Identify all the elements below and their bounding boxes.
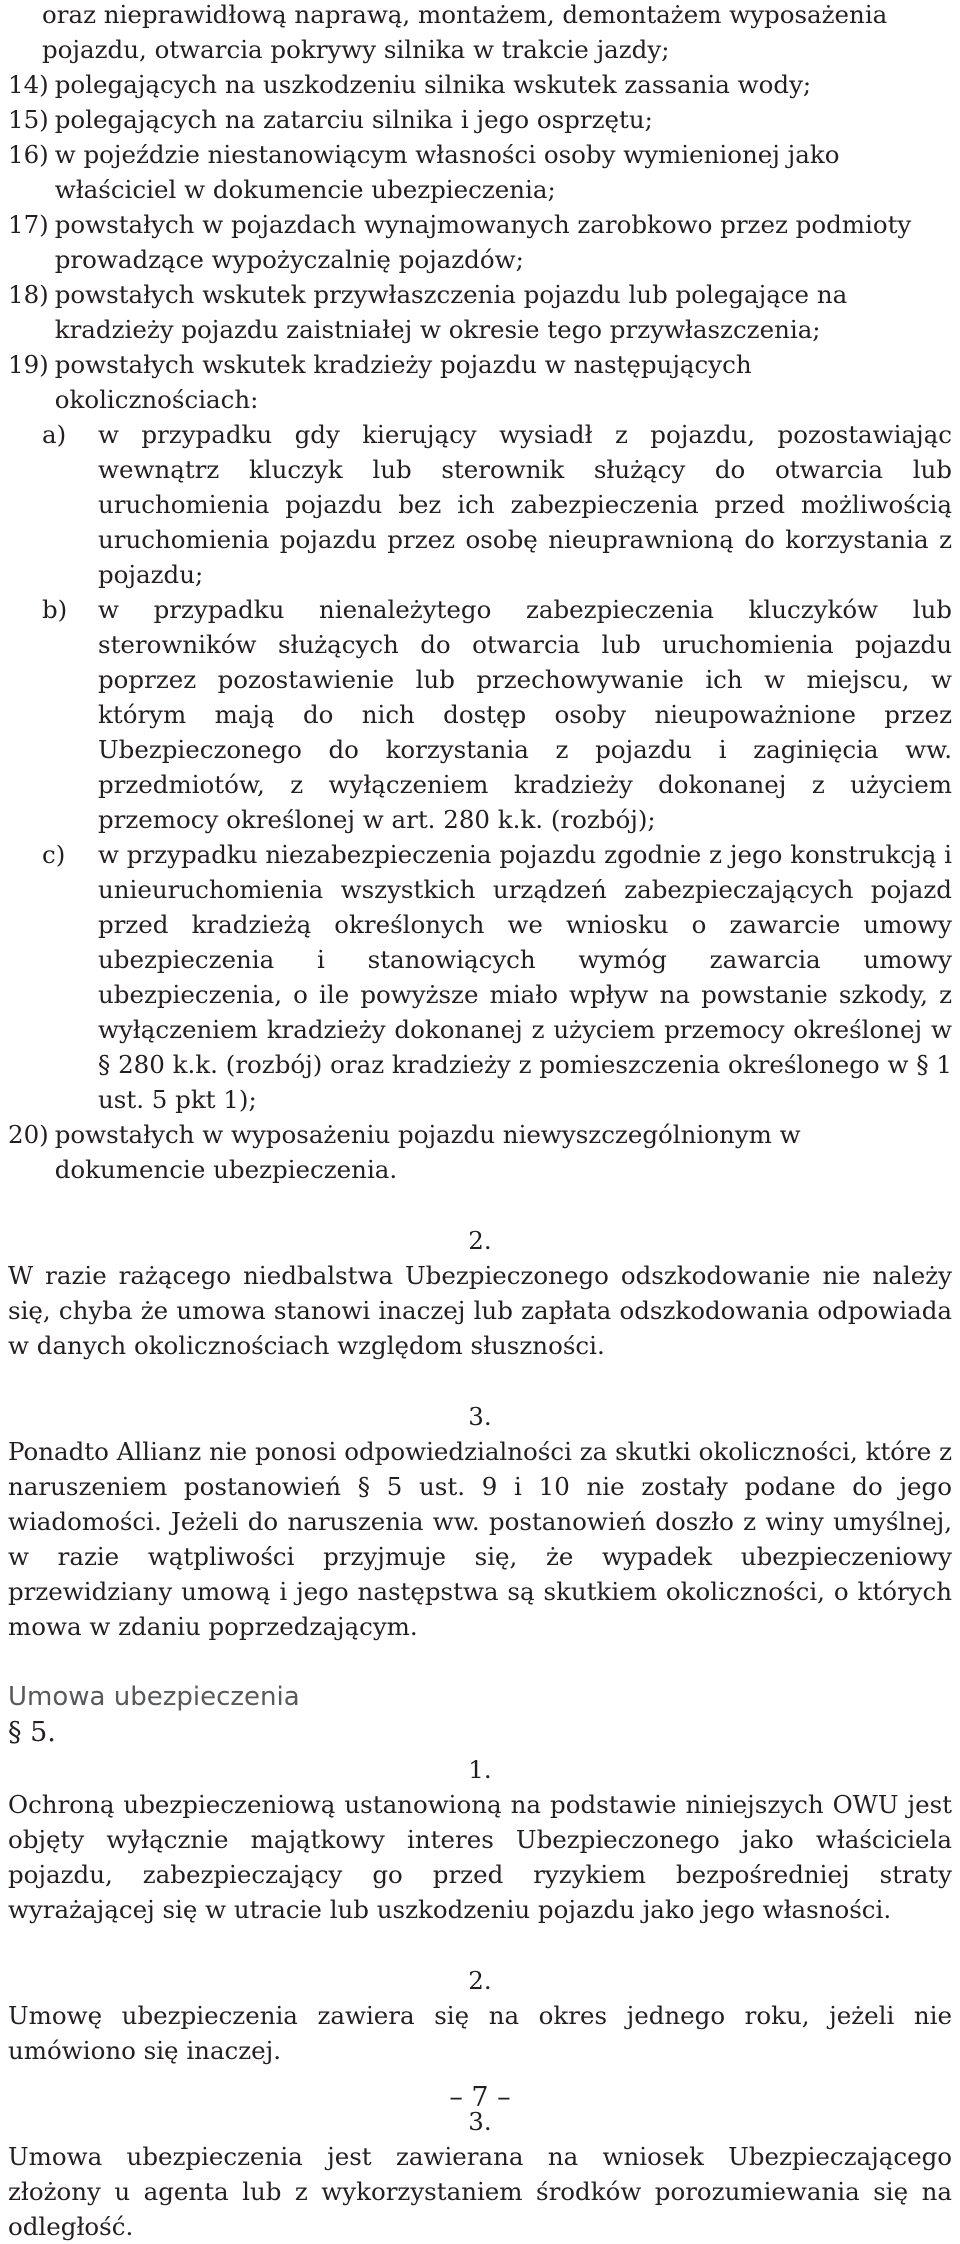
document-page: [8, 0, 952, 2244]
list-item-text: powstałych wskutek kradzieży pojazdu w następujących okolicznościach:: [54, 350, 752, 414]
list-item-16: [8, 137, 952, 207]
list-item-14: [8, 67, 952, 102]
paragraph-number-s5-2: 2.: [468, 1966, 492, 1995]
list-item-18: [8, 277, 952, 347]
paragraph-number-2: 2.: [468, 1226, 492, 1255]
list-item-text: powstałych w pojazdach wynajmowanych zarobkowo przez podmioty prowadzące wypożyczalnię pojazdów;: [54, 210, 912, 274]
section-sign: § 5.: [8, 1717, 56, 1748]
paragraph-s5-3: Umowa ubezpieczenia jest zawierana na wniosek Ubezpieczającego złożony u agenta lub z wykorzystaniem środków porozumiewania się na odległość.: [8, 2142, 952, 2241]
paragraph-number-s5-3: 3.: [468, 2107, 492, 2136]
sub-item-b: [8, 592, 952, 837]
paragraph-number-3: 3.: [468, 1402, 492, 1431]
list-item-15: [8, 102, 952, 137]
sub-item-letter: c): [42, 840, 66, 869]
sub-item-a: [8, 417, 952, 592]
list-item-number: 16): [8, 140, 49, 169]
paragraph-2: W razie rażącego niedbalstwa Ubezpieczonego odszkodowanie nie należy się, chyba że umowa stanowi inaczej lub zapłata odszkodowania odpowiada w danych okolicznościach względom słuszności.: [8, 1261, 952, 1360]
sub-item-letter: a): [42, 420, 67, 449]
list-item-text: powstałych wskutek przywłaszczenia pojazdu lub polegające na kradzieży pojazdu zaistniałej w okresie tego przywłaszczenia;: [54, 280, 848, 344]
paragraph-3: Ponadto Allianz nie ponosi odpowiedzialności za skutki okoliczności, które z naruszeniem postanowień § 5 ust. 9 i 10 nie zostały podane do jego wiadomości. Jeżeli do naruszenia ww. postanowień doszło z winy umyślnej, w razie wątpliwości przyjmuje się, że wypadek ubezpieczeniowy przewidziany umową i jego następstwa są skutkiem okoliczności, o których mowa w zdaniu poprzedzającym.: [8, 1437, 952, 1641]
list-item-text: polegających na zatarciu silnika i jego osprzętu;: [54, 105, 653, 134]
sub-item-c: [8, 837, 952, 1117]
list-item-text: polegających na uszkodzeniu silnika wskutek zassania wody;: [54, 70, 812, 99]
section-heading: Umowa ubezpieczenia: [8, 1682, 300, 1712]
sub-item-text: w przypadku gdy kierujący wysiadł z pojazdu, pozostawiając wewnątrz kluczyk lub sterownik służący do otwarcia lub uruchomienia pojazdu bez ich zabezpieczenia przed możliwością uruchomienia pojazdu przez osobę nieuprawnioną do korzystania z pojazdu;: [98, 420, 952, 589]
page-number: – 7 –: [449, 2082, 511, 2113]
list-item-text: powstałych w wyposażeniu pojazdu niewyszczególnionym w dokumencie ubezpieczenia.: [54, 1120, 801, 1184]
sub-item-text: w przypadku nienależytego zabezpieczenia kluczyków lub sterowników służących do otwarcia lub uruchomienia pojazdu poprzez pozostawienie lub przechowywanie ich w miejscu, w którym mają do nich dostęp osoby nieupoważnione przez Ubezpieczonego do korzystania z pojazdu i zaginięcia ww. przedmiotów, z wyłączeniem kradzieży dokonanej z użyciem przemocy określonej w art. 280 k.k. (rozbój);: [98, 595, 952, 834]
list-item-number: 17): [8, 210, 49, 239]
list-item-number: 14): [8, 70, 49, 99]
list-item-20: [8, 1117, 952, 1187]
list-item-number: 18): [8, 280, 49, 309]
list-item-text: w pojeździe niestanowiącym własności osoby wymienionej jako właściciel w dokumencie ubezpieczenia;: [54, 140, 840, 204]
paragraph-s5-1: Ochroną ubezpieczeniową ustanowioną na podstawie niniejszych OWU jest objęty wyłącznie majątkowy interes Ubezpieczonego jako właściciela pojazdu, zabezpieczający go przed ryzykiem bezpośredniej straty wyrażającej się w utracie lub uszkodzeniu pojazdu jako jego własności.: [8, 1790, 952, 1924]
list-item-number: 15): [8, 105, 49, 134]
sub-item-letter: b): [42, 595, 68, 624]
paragraph-s5-2: Umowę ubezpieczenia zawiera się na okres jednego roku, jeżeli nie umówiono się inaczej.: [8, 2001, 952, 2065]
list-item-17: [8, 207, 952, 277]
list-item-number: 20): [8, 1120, 49, 1149]
list-item-number: 19): [8, 350, 49, 379]
list-item-continuation: [8, 0, 952, 67]
list-item-19: [8, 347, 952, 417]
sub-item-text: w przypadku niezabezpieczenia pojazdu zgodnie z jego konstrukcją i unieuruchomienia wszystkich urządzeń zabezpieczających pojazd przed kradzieżą określonych we wniosku o zawarcie umowy ubezpieczenia i stanowiących wymóg zawarcia umowy ubezpieczenia, o ile powyższe miało wpływ na powstanie szkody, z wyłączeniem kradzieży dokonanej z użyciem przemocy określonej w § 280 k.k. (rozbój) oraz kradzieży z pomieszczenia określonego w § 1 ust. 5 pkt 1);: [98, 840, 952, 1114]
paragraph-number-s5-1: 1.: [468, 1755, 492, 1784]
list-item-text: oraz nieprawidłową naprawą, montażem, demontażem wyposażenia pojazdu, otwarcia pokrywy silnika w trakcie jazdy;: [42, 0, 888, 64]
